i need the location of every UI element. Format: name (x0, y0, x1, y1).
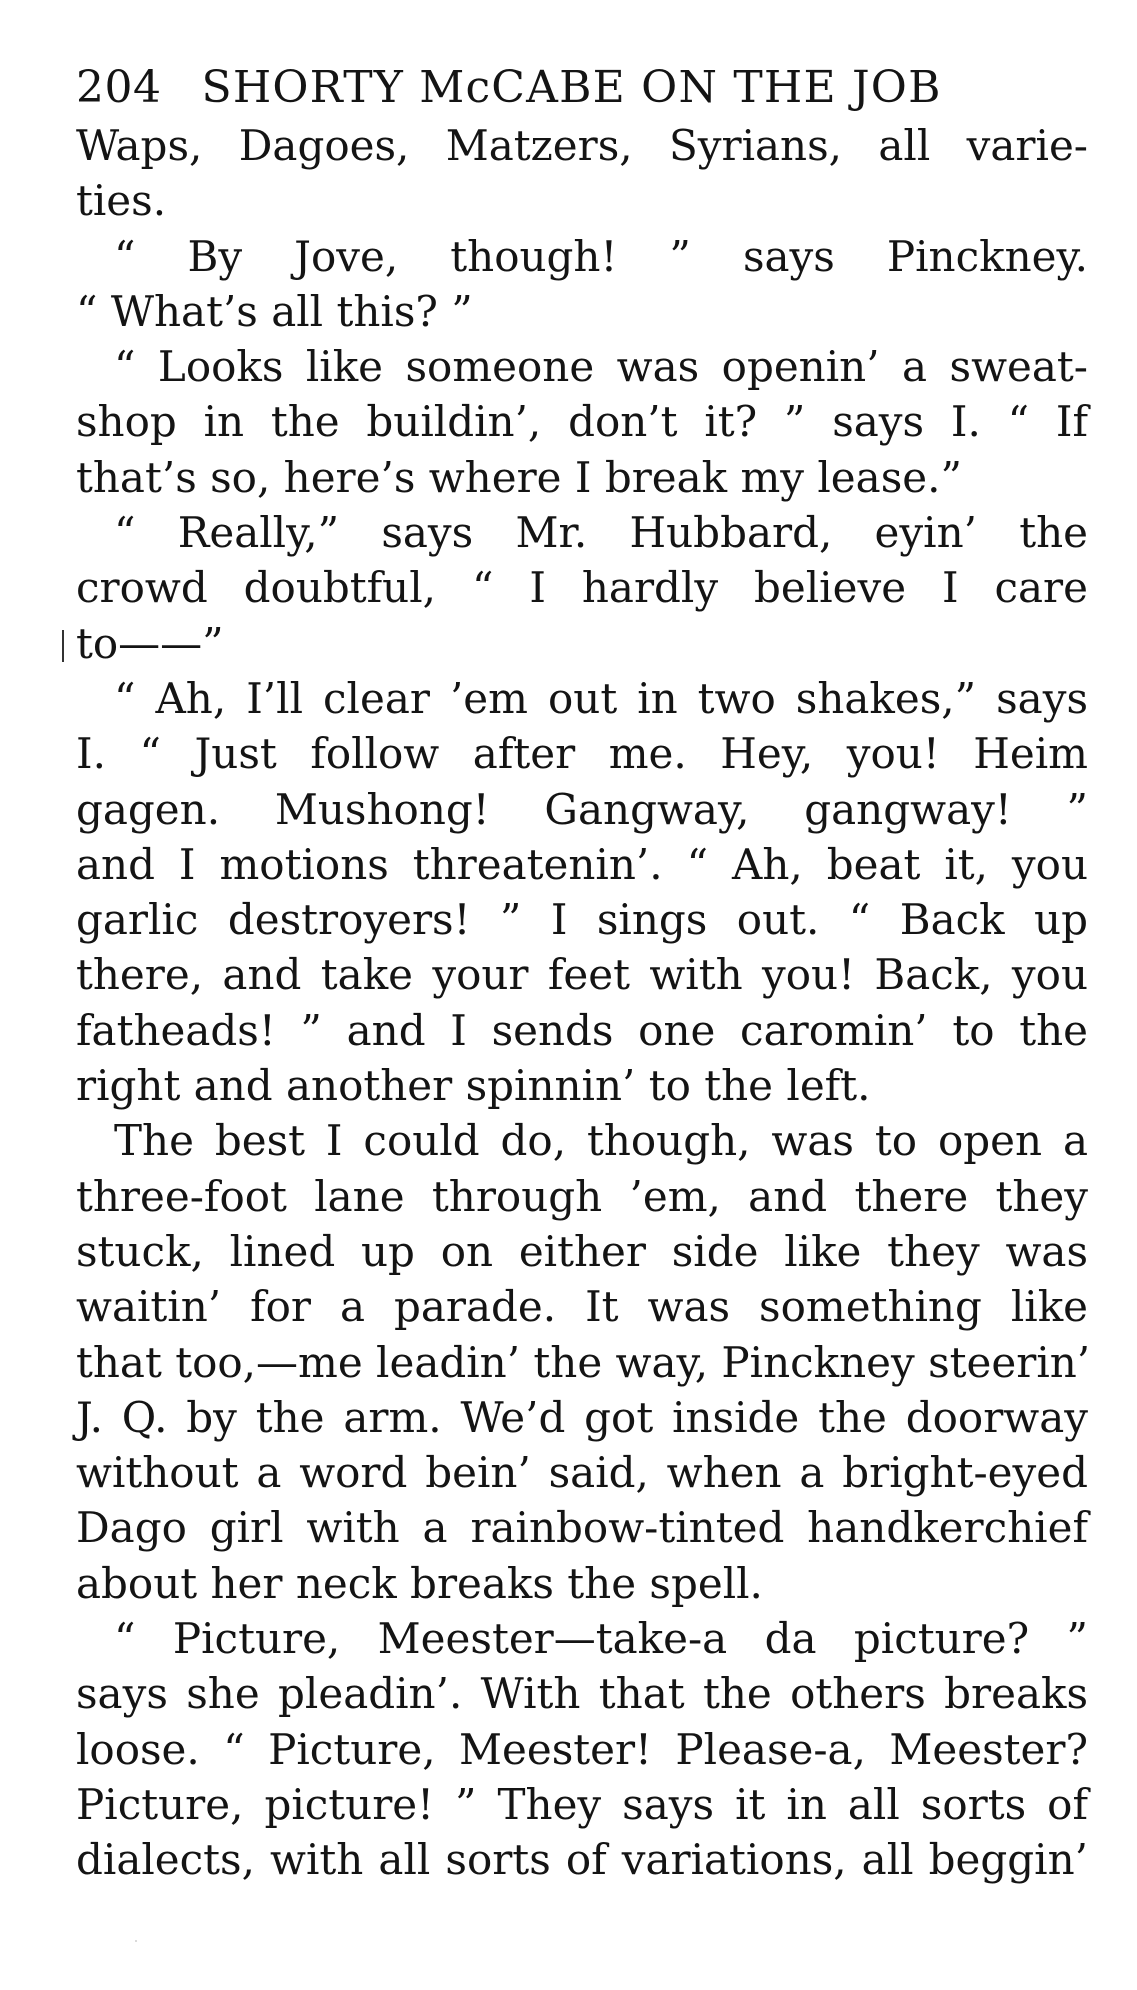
text-line: ties. (76, 176, 167, 226)
text-line: “ Really,” says Mr. Hubbard, eyin’ the (114, 508, 1088, 558)
text-line: “ Picture, Meester—take-a da picture? ” (114, 1614, 1088, 1664)
text-line: shop in the buildin’, don’t it? ” says I. “ If (76, 397, 1088, 447)
text-line: that too,—me leadin’ the way, Pinckney steerin’ (76, 1337, 1091, 1387)
text-line: “ Looks like someone was openin’ a sweat- (114, 342, 1088, 392)
text-line: that’s so, here’s where I break my lease.” (76, 452, 962, 502)
text-line: there, and take your feet with you! Back, you (76, 950, 1088, 1000)
text-line: The best I could do, though, was to open a (114, 1116, 1088, 1166)
page-number: 204 (76, 62, 162, 113)
text-line: to——” (76, 616, 1088, 671)
text-line: and I motions threatenin’. “ Ah, beat it, you (76, 839, 1088, 889)
text-line: without a word bein’ said, when a bright-eyed (76, 1448, 1088, 1498)
book-page (76, 60, 1091, 1888)
text-line: right and another spinnin’ to the left. (76, 1061, 871, 1111)
text-line: gagen. Mushong! Gangway, gangway! ” (76, 784, 1088, 834)
body-text (76, 118, 1091, 1888)
text-line: loose. “ Picture, Meester! Please-a, Meester? (76, 1724, 1088, 1774)
text-line: three-foot lane through ’em, and there they (76, 1171, 1088, 1221)
text-line: garlic destroyers! ” I sings out. “ Back up (76, 895, 1088, 945)
text-line: says she pleadin’. With that the others breaks (76, 1669, 1088, 1719)
text-line: crowd doubtful, “ I hardly believe I care (76, 563, 1088, 613)
text-line: I. “ Just follow after me. Hey, you! Heim (76, 729, 1088, 779)
text-line: J. Q. by the arm. We’d got inside the doorway (76, 1392, 1088, 1442)
text-line: stuck, lined up on either side like they was (76, 1226, 1088, 1276)
text-line: about her neck breaks the spell. (76, 1558, 763, 1608)
text-line: fatheads! ” and I sends one caromin’ to the (76, 1005, 1088, 1055)
text-line: dialects, with all sorts of variations, all beggin’ (76, 1835, 1088, 1885)
text-line: “ By Jove, though! ” says Pinckney. (114, 231, 1088, 281)
paper-speck (135, 1940, 137, 1942)
text-line: “ Ah, I’ll clear ’em out in two shakes,” says (114, 673, 1088, 723)
text-line: waitin’ for a parade. It was something like (76, 1282, 1088, 1332)
text-line: Waps, Dagoes, Matzers, Syrians, all varie- (76, 121, 1088, 170)
text-line: Picture, picture! ” They says it in all sorts of (76, 1779, 1088, 1829)
text-line: “ What’s all this? ” (76, 286, 473, 336)
running-head (76, 60, 1088, 116)
text-line: Dago girl with a rainbow-tinted handkerchief (76, 1503, 1088, 1553)
running-title: SHORTY McCABE ON THE JOB (201, 62, 942, 113)
